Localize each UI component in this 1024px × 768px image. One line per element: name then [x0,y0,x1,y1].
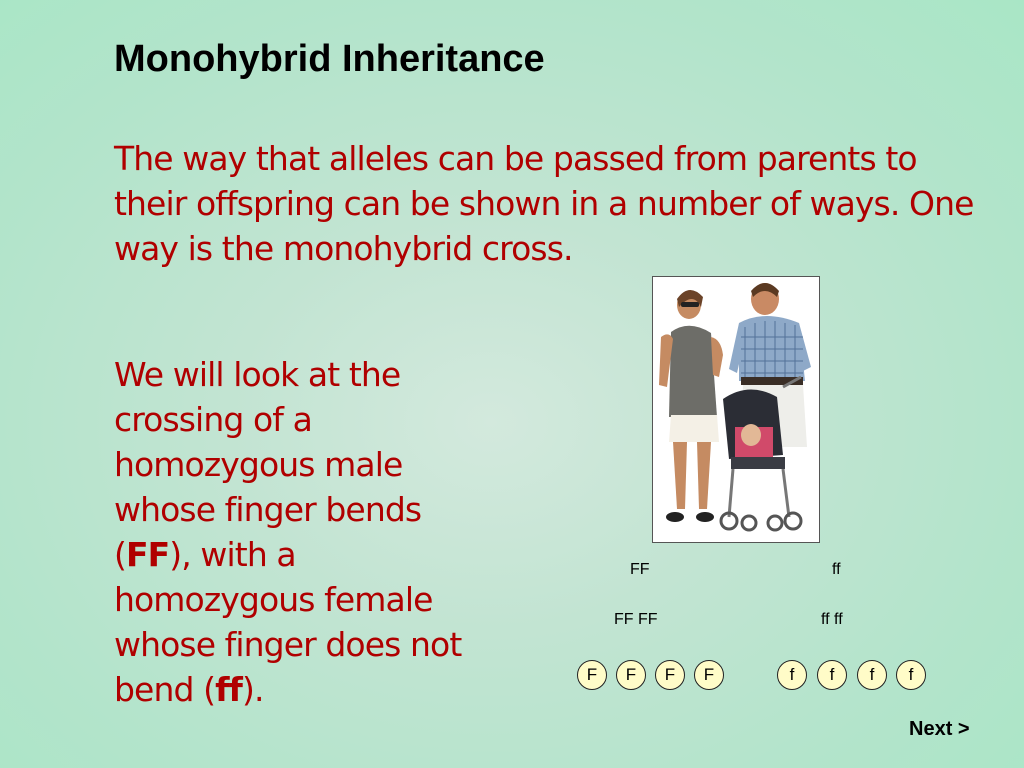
body-text-part1: We will look at the crossing of a homozygous male whose finger bends ( [114,355,422,574]
female-allele-2: f [817,660,847,690]
slide-title: Monohybrid Inheritance [114,38,545,80]
male-allele-2: F [616,660,646,690]
female-gametes-label: ff ff [821,611,843,628]
family-photo [652,276,820,543]
female-allele-3: f [857,660,887,690]
male-allele-3: F [655,660,685,690]
family-with-stroller-photo-icon [653,277,819,542]
body-text-part3: ). [242,670,264,709]
body-bold-ff-male: FF [125,535,170,574]
body-bold-ff-female: ff [215,670,242,709]
male-allele-1: F [577,660,607,690]
next-button[interactable]: Next > [909,718,970,740]
male-genotype-label: FF [630,561,650,578]
intro-paragraph: The way that alleles can be passed from parents to their offspring can be shown in a number of ways. One way is the monohybrid cross. [114,139,974,268]
male-allele-4: F [694,660,724,690]
female-genotype-label: ff [832,561,841,578]
body-text-part2: ), with a homozygous female whose finger does not bend ( [114,535,462,709]
body-paragraph [114,352,494,712]
female-allele-1: f [777,660,807,690]
female-allele-4: f [896,660,926,690]
male-gametes-label: FF FF [614,611,658,628]
